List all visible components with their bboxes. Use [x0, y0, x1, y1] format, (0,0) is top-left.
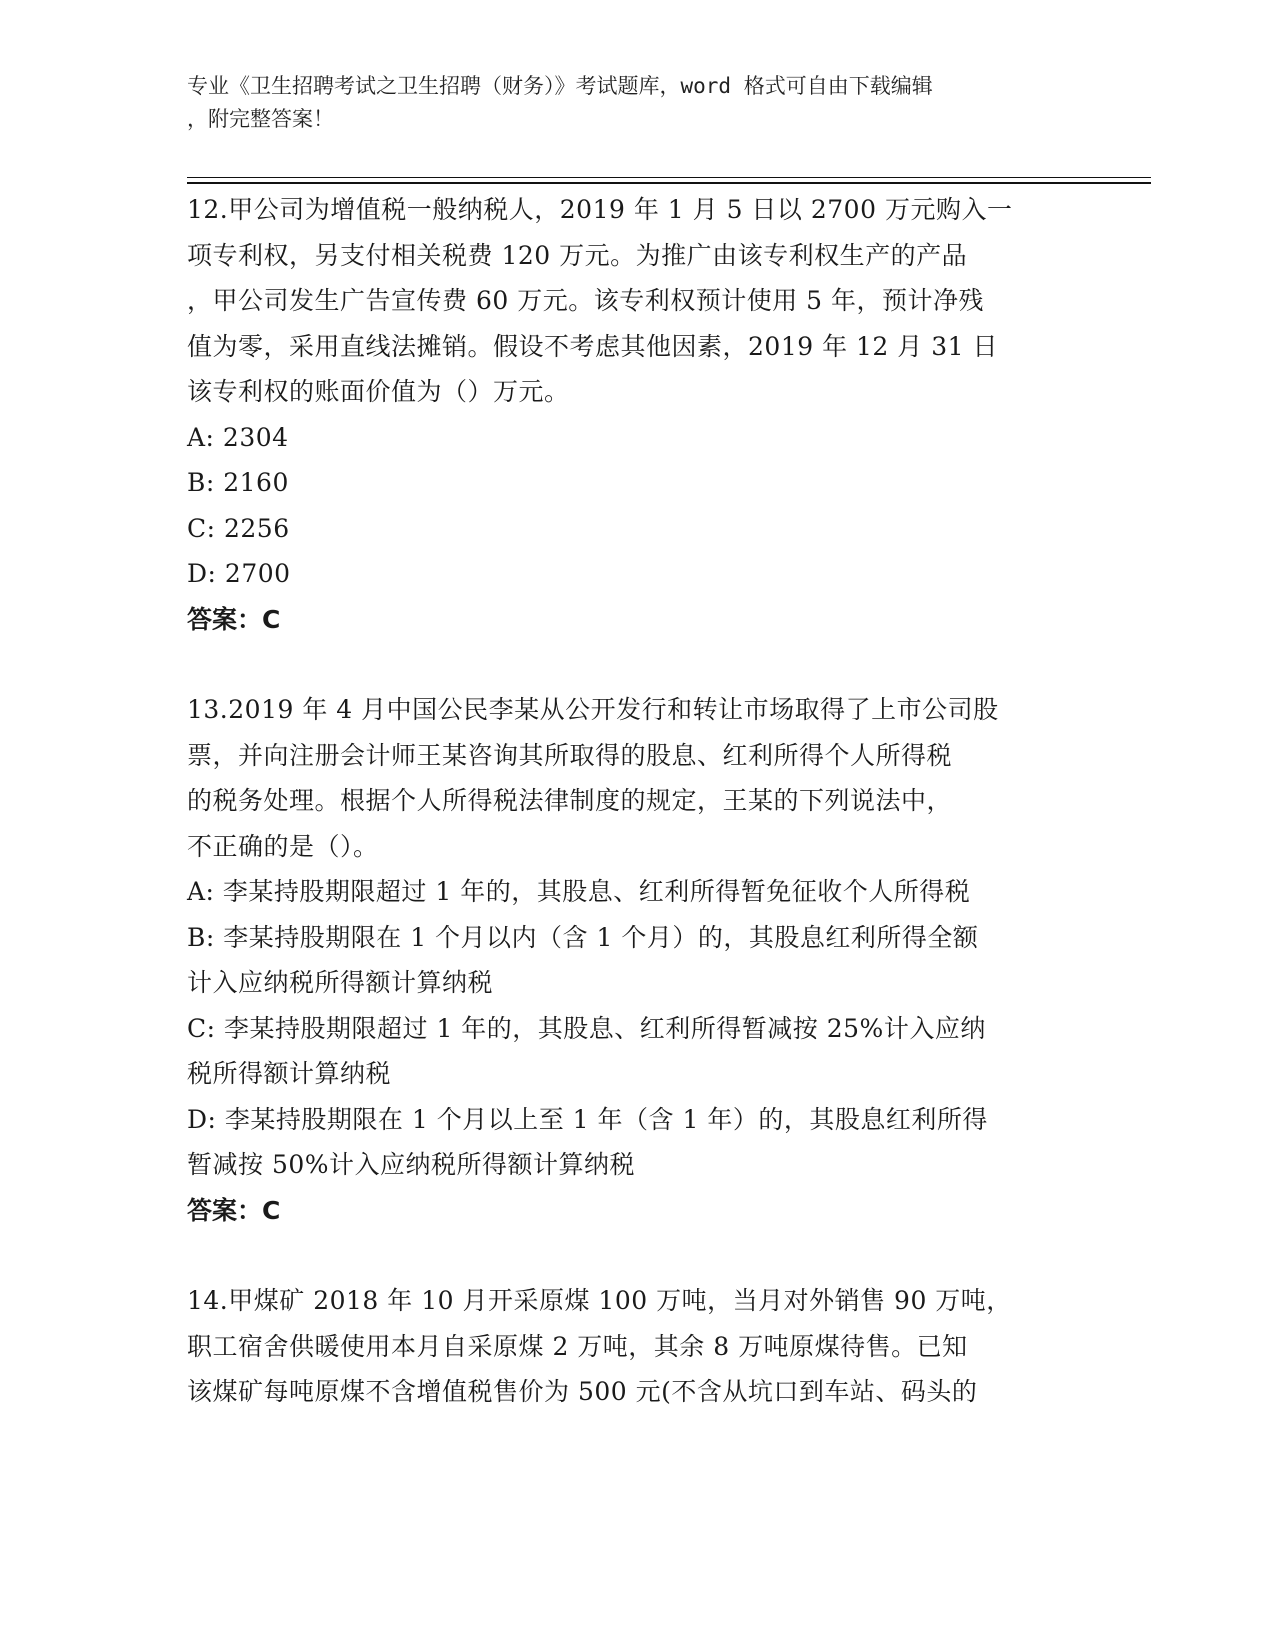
- option-b-continued: 计入应纳税所得额计算纳税: [187, 968, 494, 997]
- question-14: [187, 1278, 1087, 1415]
- question-stem-line: 不正确的是（）。: [187, 831, 379, 861]
- option-c: C: 李某持股期限超过 1 年的，其股息、红利所得暂减按 25%计入应纳: [187, 1013, 986, 1043]
- option-d-continued: 暂减按 50%计入应纳税所得额计算纳税: [187, 1150, 636, 1179]
- spacer: [187, 1233, 1087, 1278]
- option-a: A: 2304: [187, 422, 289, 452]
- question-13: [187, 687, 1087, 1233]
- question-stem-line: 职工宿舍供暖使用本月自采原煤 2 万吨，其余 8 万吨原煤待售。已知: [187, 1331, 968, 1361]
- answer-label: 答案：C: [187, 1195, 281, 1225]
- option-c: C: 2256: [187, 513, 290, 543]
- question-stem-line: 该专利权的账面价值为（）万元。: [187, 377, 570, 406]
- question-stem-line: 值为零，采用直线法摊销。假设不考虑其他因素，2019 年 12 月 31 日: [187, 331, 998, 361]
- question-list: [187, 187, 1087, 1415]
- question-stem-line: 该煤矿每吨原煤不含增值税售价为 500 元(不含从坑口到车站、码头的: [187, 1377, 978, 1406]
- question-stem-line: 项专利权，另支付相关税费 120 万元。为推广由该专利权生产的产品: [187, 240, 968, 270]
- option-d: D: 李某持股期限在 1 个月以上至 1 年（含 1 年）的，其股息红利所得: [187, 1104, 988, 1134]
- option-b: B: 2160: [187, 468, 289, 497]
- option-b: B: 李某持股期限在 1 个月以内（含 1 个月）的，其股息红利所得全额: [187, 922, 979, 952]
- question-12: [187, 187, 1087, 642]
- question-stem-line: 13.2019 年 4 月中国公民李某从公开发行和转让市场取得了上市公司股: [187, 695, 999, 724]
- question-stem-line: 的税务处理。根据个人所得税法律制度的规定，王某的下列说法中，: [187, 786, 953, 815]
- option-c-continued: 税所得额计算纳税: [187, 1059, 392, 1088]
- answer-label: 答案：C: [187, 604, 281, 634]
- spacer: [187, 642, 1087, 687]
- question-stem-line: 12.甲公司为增值税一般纳税人，2019 年 1 月 5 日以 2700 万元购入一: [187, 195, 1013, 224]
- question-stem-line: ，甲公司发生广告宣传费 60 万元。该专利权预计使用 5 年，预计净残: [187, 286, 985, 315]
- header-line-1: 专业《卫生招聘考试之卫生招聘（财务）》考试题库，word 格式可自由下载编辑: [187, 74, 933, 98]
- document-header: [187, 70, 1067, 136]
- header-divider-thin: [187, 177, 1151, 178]
- option-a: A: 李某持股期限超过 1 年的，其股息、红利所得暂免征收个人所得税: [187, 877, 971, 906]
- question-stem-line: 14.甲煤矿 2018 年 10 月开采原煤 100 万吨，当月对外销售 90 万吨，: [187, 1286, 1012, 1315]
- option-d: D: 2700: [187, 559, 291, 588]
- question-stem-line: 票，并向注册会计师王某咨询其所取得的股息、红利所得个人所得税: [187, 740, 953, 770]
- header-divider-thick: [187, 182, 1151, 184]
- header-line-2: ，附完整答案！: [187, 107, 334, 131]
